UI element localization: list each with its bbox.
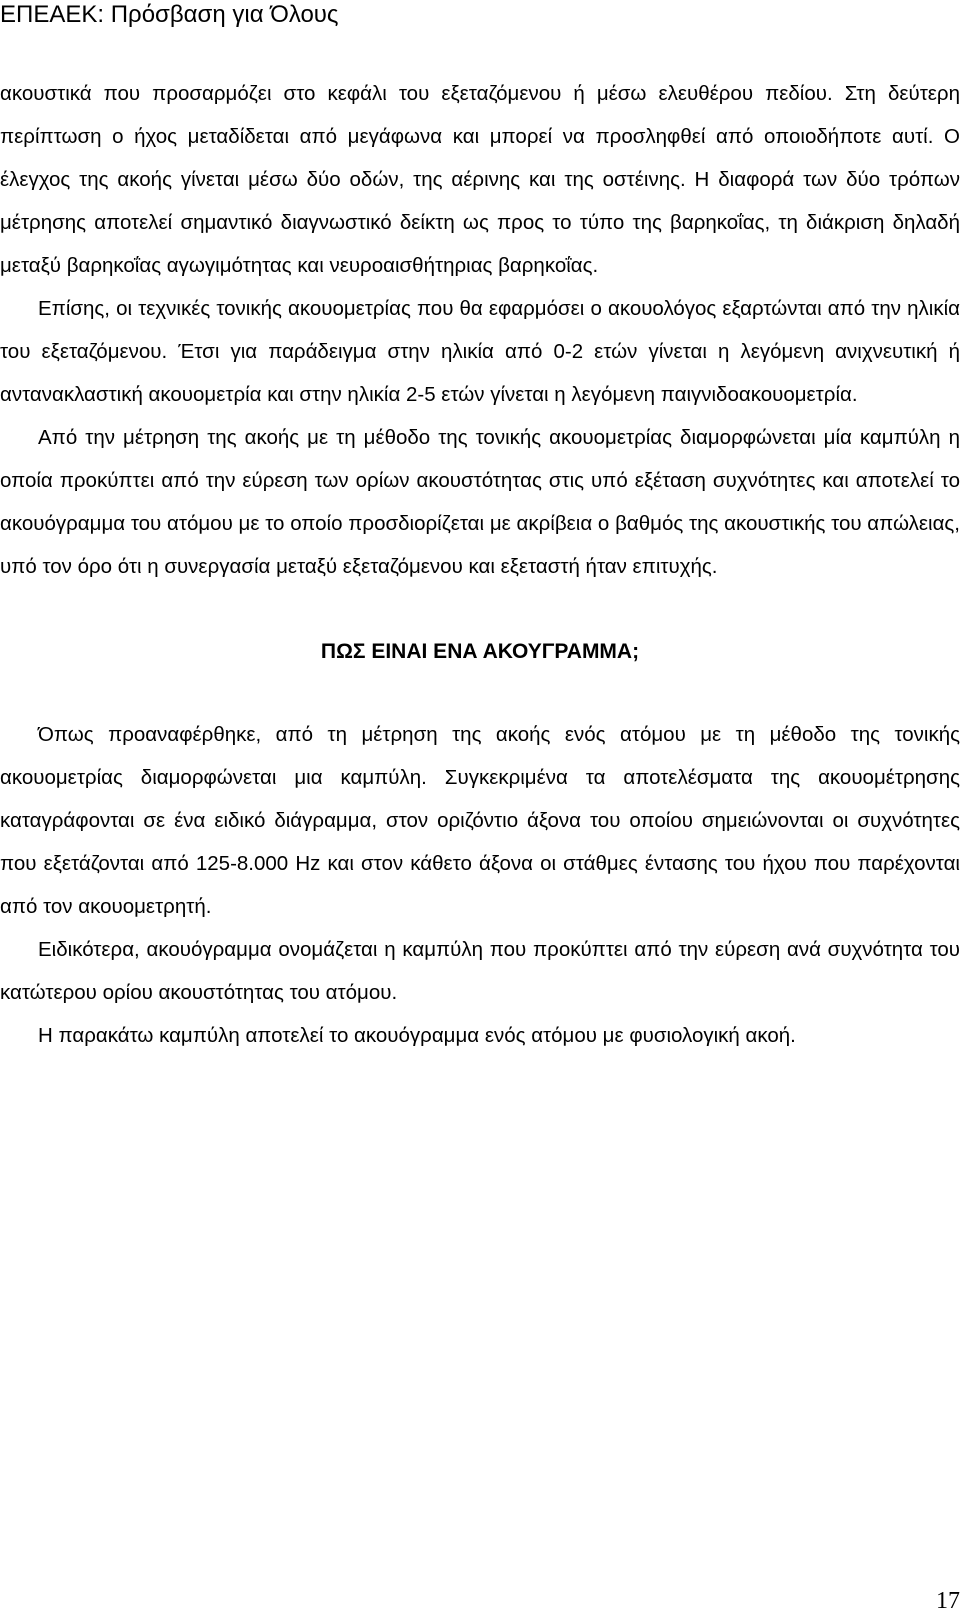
paragraph-normal-hearing: Η παρακάτω καμπύλη αποτελεί το ακουόγραμμα ενός ατόμου με φυσιολογική ακοή. (38, 1024, 796, 1047)
paragraph-continuation: ακουστικά που προσαρμόζει στο κεφάλι του εξεταζόμενου ή μέσω ελευθέρου πεδίου. Στη δεύτερη περίπτωση ο ήχος μεταδίδεται από μεγάφωνα και μπορεί να προσληφθεί από οποιοδήποτε αυτί. Ο έλεγχος της ακοής γίνεται μέσω δύο οδών, της αέρινης και της οστέινης. Η διαφορά των δύο τρόπων μέτρησης αποτελεί σημαντικό διαγνωστικό δείκτη ως προς το τύπο της βαρηκοΐας, τη διάκριση δηλαδή μεταξύ βαρηκοΐας αγωγιμότητας και νευροαισθήτηριας βαρηκοΐας. (0, 82, 960, 277)
page-header: ΕΠΕΑΕΚ: Πρόσβαση για Όλους (0, 1, 339, 28)
paragraph-audiogram-definition: Όπως προαναφέρθηκε, από τη μέτρηση της ακοής ενός ατόμου με τη μέθοδο της τονικής ακουομετρίας διαμορφώνεται μια καμπύλη. Συγκεκριμένα τα αποτελέσματα της ακουομέτρησης καταγράφονται σε ένα ειδικό διάγραμμα, στον οριζόντιο άξονα του οποίου σημειώνονται οι συχνότητες που εξετάζονται από 125-8.000 Hz και στον κάθετο άξονα οι στάθμες έντασης του ήχου που παρέχονται από τον ακουομετρητή. (0, 723, 960, 918)
paragraph-audiometry-techniques: Επίσης, οι τεχνικές τονικής ακουομετρίας που θα εφαρμόσει ο ακουολόγος εξαρτώνται από την ηλικία του εξεταζόμενου. Έτσι για παράδειγμα στην ηλικία από 0-2 ετών γίνεται η λεγόμενη ανιχνευτική ή αντανακλαστική ακουομετρία και στην ηλικία 2-5 ετών γίνεται η λεγόμενη παιγνιδοακουομετρία. (0, 297, 960, 406)
document-body (0, 72, 960, 1057)
section-heading: ΠΩΣ ΕΙΝΑΙ ΕΝΑ ΑΚΟΥΓΡΑΜΜΑ; (320, 640, 640, 663)
page-number: 17 (936, 1588, 960, 1614)
paragraph-audiogram-curve: Από την μέτρηση της ακοής με τη μέθοδο της τονικής ακουομετρίας διαμορφώνεται μία καμπύλη η οποία προκύπτει από την εύρεση των ορίων ακουστότητας στις υπό εξέταση συχνότητες και αποτελεί το ακουόγραμμα του ατόμου με το οποίο προσδιορίζεται με ακρίβεια ο βαθμός της ακουστικής του απώλειας, υπό τον όρο ότι η συνεργασία μεταξύ εξεταζόμενου και εξεταστή ήταν επιτυχής. (0, 426, 960, 578)
paragraph-audiogram-specifics: Ειδικότερα, ακουόγραμμα ονομάζεται η καμπύλη που προκύπτει από την εύρεση ανά συχνότητα του κατώτερου ορίου ακουστότητας του ατόμου. (0, 938, 960, 1004)
